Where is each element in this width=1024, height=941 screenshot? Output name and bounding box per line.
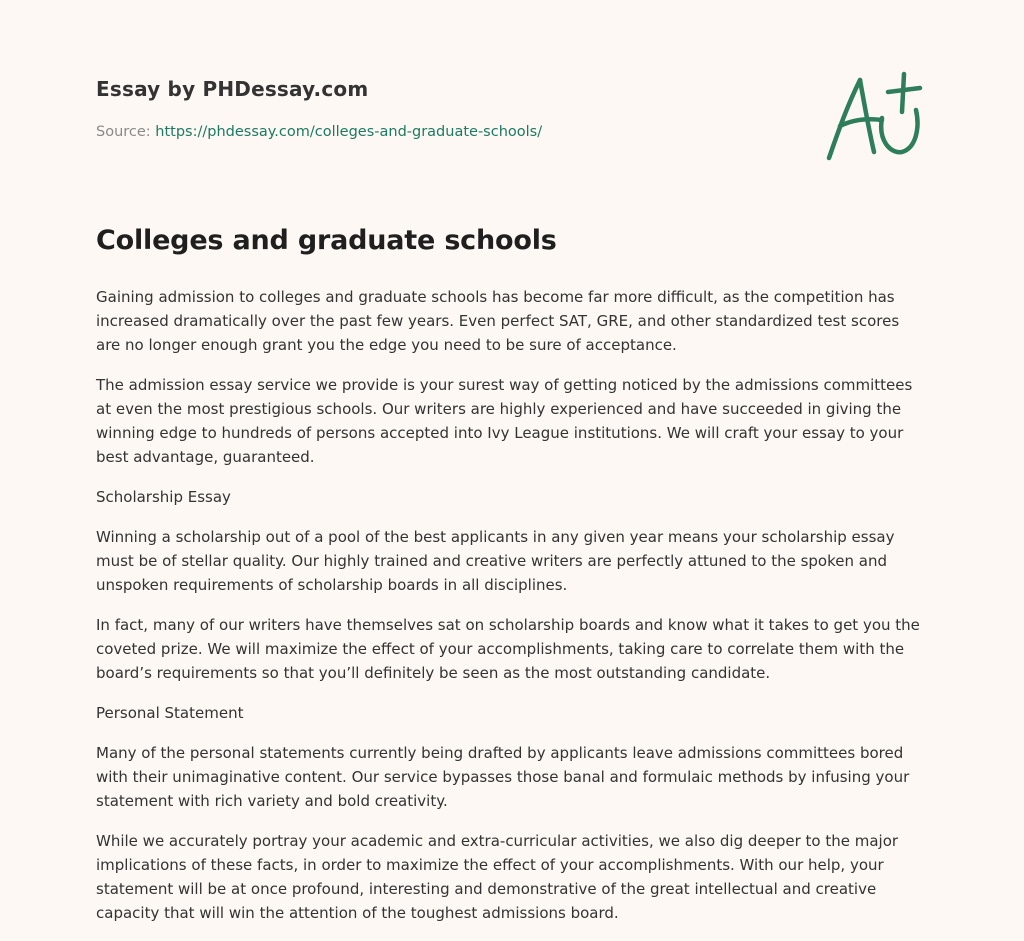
section-heading-scholarship: Scholarship Essay	[96, 488, 231, 506]
site-title: Essay by PHDessay.com	[96, 77, 369, 101]
section-heading-personal-statement: Personal Statement	[96, 704, 244, 722]
paragraph: In fact, many of our writers have themselves sat on scholarship boards and know what it takes to get you the coveted prize. We will maximize the effect of your accomplishments, taking care to correlate them with the board’s requirements so that you’ll definitely be seen as the most outstanding candidate.	[96, 616, 920, 682]
source-label: Source:	[96, 124, 151, 140]
paragraph: Many of the personal statements currently being drafted by applicants leave admissions committees bored with their unimaginative content. Our service bypasses those banal and formulaic methods by infusing your statement with rich variety and bold creativity.	[96, 744, 910, 810]
paragraph: The admission essay service we provide is your surest way of getting noticed by the admissions committees at even the most prestigious schools. Our writers are highly experienced and have succeeded in giving the winning edge to hundreds of persons accepted into Ivy League institutions. We will craft your essay to your best advantage, guaranteed.	[96, 376, 913, 466]
paragraph: Gaining admission to colleges and graduate schools has become far more difficult, as the competition has increased dramatically over the past few years. Even perfect SAT, GRE, and other standardized test scores are no longer enough grant you the edge you need to be sure of acceptance.	[96, 288, 900, 354]
source-line	[96, 124, 542, 140]
paragraph: Winning a scholarship out of a pool of the best applicants in any given year means your scholarship essay must be of stellar quality. Our highly trained and creative writers are perfectly attuned to the spoken and unspoken requirements of scholarship boards in all disciplines.	[96, 528, 895, 594]
essay-body	[96, 285, 928, 941]
paragraph: While we accurately portray your academic and extra-curricular activities, we also dig deeper to the major implications of these facts, in order to maximize the effect of your accomplishments. With our help, your statement will be at once profound, interesting and demonstrative of the great intellectual and creative capacity that will win the attention of the toughest admissions board.	[96, 832, 899, 922]
essay-title: Colleges and graduate schools	[96, 225, 557, 256]
a-plus-logo-icon	[822, 68, 930, 166]
source-link[interactable]: https://phdessay.com/colleges-and-graduate-schools/	[155, 124, 543, 140]
